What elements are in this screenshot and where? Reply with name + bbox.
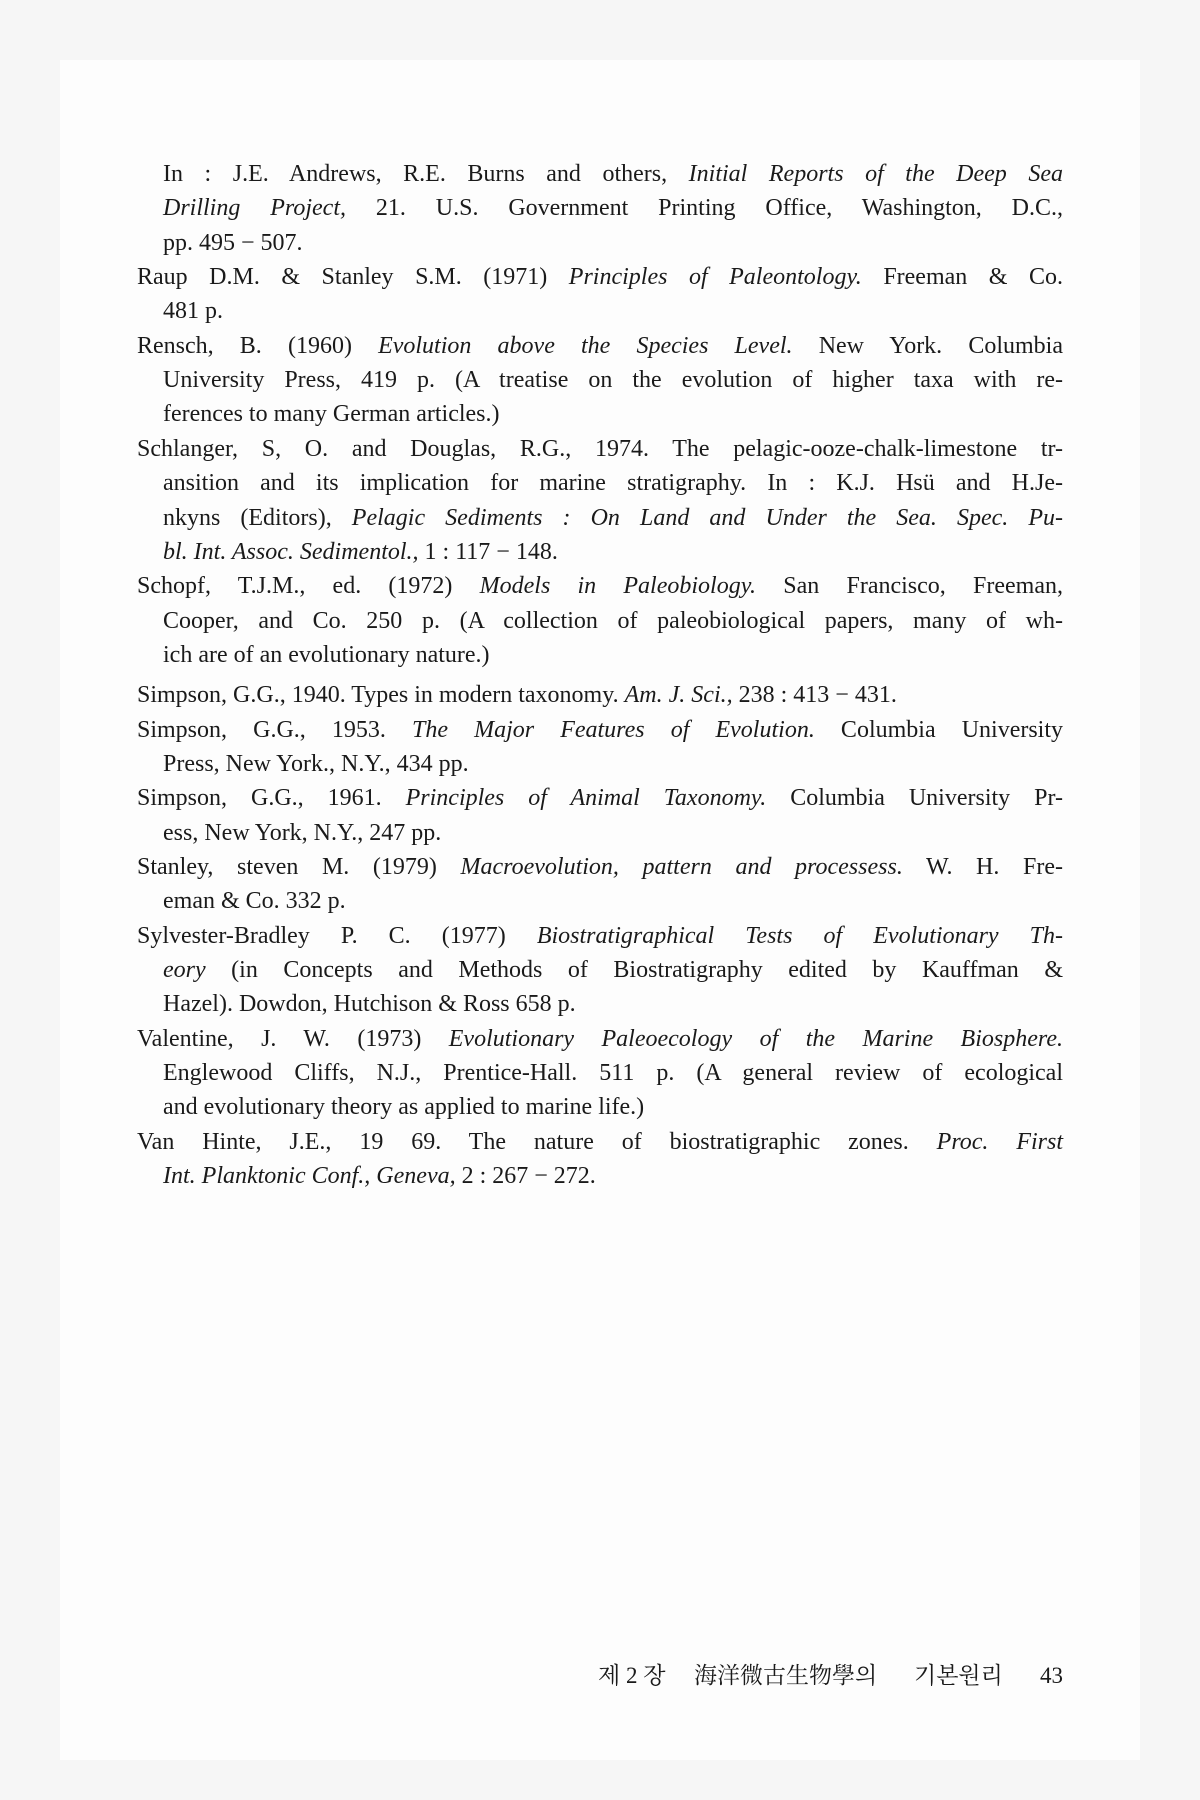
reference-text: nkyns (Editors), <box>163 504 352 531</box>
reference-text: Stanley, steven M. (1979) <box>137 854 461 880</box>
reference-text: Schopf, T.J.M., ed. (1972) <box>137 573 480 600</box>
italic-title-text: Macroevolution, pattern and processess. <box>460 854 903 880</box>
italic-title-text: Evolution above the Species Level. <box>378 332 793 359</box>
reference-text: ess, New York, N.Y., 247 pp. <box>163 819 442 846</box>
reference-text: Hazel). Dowdon, Hutchison & Ross 658 p. <box>163 991 576 1018</box>
italic-title-text: Biostratigraphical Tests of Evolutionary Th- <box>536 922 1063 949</box>
italic-title-text: Drilling Project, <box>163 195 346 222</box>
reference-text: In : J.E. Andrews, R.E. Burns and others, <box>163 161 689 187</box>
reference-text: 1 : 117 − 148. <box>418 538 558 565</box>
reference-text: University Press, 419 p. (A treatise on the evolution of higher taxa with re- <box>163 367 1063 394</box>
italic-title-text: Models in Paleobiology. <box>479 573 757 600</box>
reference-text: Van Hinte, J.E., 19 69. The nature of biostratigraphic zones. <box>137 1128 937 1155</box>
reference-entry-first-line <box>137 329 1063 363</box>
italic-title-text: Pelagic Sediments : On Land and Under the Sea. Spec. Pu- <box>351 504 1063 531</box>
reference-entry-line <box>163 466 1063 500</box>
reference-entry-line <box>163 953 1063 987</box>
reference-text: Valentine, J. W. (1973) <box>137 1025 449 1052</box>
italic-title-text: Proc. First <box>936 1128 1064 1155</box>
reference-text: Columbia University <box>814 716 1064 743</box>
italic-title-text: Initial Reports of the Deep Sea <box>688 161 1064 187</box>
reference-entry-first-line <box>137 569 1063 603</box>
reference-entry-line <box>163 1056 1063 1090</box>
reference-entry-line <box>163 987 1063 1021</box>
reference-text: (in Concepts and Methods of Biostratigraphy edited by Kauffman & <box>205 957 1063 984</box>
reference-entry-line <box>163 747 1063 781</box>
reference-text: New York. Columbia <box>792 332 1063 359</box>
reference-text: Simpson, G.G., 1953. <box>137 716 412 743</box>
italic-title-text: The Major Features of Evolution. <box>412 716 815 743</box>
reference-entry-first-line <box>137 678 1063 712</box>
reference-text: Simpson, G.G., 1940. Types in modern taxonomy. <box>137 682 625 709</box>
italic-title-text: Int. Planktonic Conf., Geneva, <box>163 1163 456 1190</box>
reference-text: eman & Co. 332 p. <box>163 888 346 915</box>
reference-text: 21. U.S. Government Printing Office, Washington, D.C., <box>345 195 1063 222</box>
reference-entry-line <box>163 501 1063 535</box>
reference-entry-line <box>163 1159 1063 1193</box>
reference-text: Cooper, and Co. 250 p. (A collection of paleobiological papers, many of wh- <box>163 607 1063 634</box>
reference-entry-line <box>163 397 1063 431</box>
reference-entry-first-line <box>137 432 1063 466</box>
italic-title-text: Evolutionary Paleoecology of the Marine Biosphere. <box>448 1025 1063 1052</box>
reference-text: Englewood Cliffs, N.J., Prentice-Hall. 511 p. (A general review of ecological <box>163 1060 1063 1087</box>
reference-text: and evolutionary theory as applied to marine life.) <box>163 1094 645 1121</box>
italic-title-text: Principles of Animal Taxonomy. <box>405 785 767 812</box>
chapter-title-hangul: 기본원리 <box>914 1663 1003 1688</box>
reference-entry-line <box>163 604 1063 638</box>
reference-entry-first-line <box>137 919 1063 953</box>
reference-text: pp. 495 − 507. <box>163 229 303 256</box>
reference-entry-line <box>163 816 1063 850</box>
reference-entry-line <box>163 191 1063 225</box>
reference-text: Simpson, G.G., 1961. <box>137 785 406 812</box>
page-number: 43 <box>1040 1663 1063 1688</box>
chapter-title-hanja: 海洋微古生物學의 <box>694 1663 878 1688</box>
chapter-label: 제 2 장 <box>598 1663 666 1688</box>
reference-text: Rensch, B. (1960) <box>137 332 379 359</box>
reference-entry-first-line <box>137 1125 1063 1159</box>
italic-title-text: Am. J. Sci., <box>624 682 733 709</box>
reference-text: ferences to many German articles.) <box>163 401 500 428</box>
reference-entry-line <box>163 884 1063 918</box>
reference-text: Press, New York., N.Y., 434 pp. <box>163 750 469 777</box>
reference-text: ich are of an evolutionary nature.) <box>163 641 490 668</box>
reference-text: San Francisco, Freeman, <box>756 573 1063 600</box>
reference-entry-first-line <box>137 260 1063 294</box>
reference-text: 238 : 413 − 431. <box>732 682 897 709</box>
reference-entry-line <box>163 638 1063 672</box>
reference-entry-first-line <box>137 850 1063 884</box>
reference-entry-line <box>163 363 1063 397</box>
reference-text: Schlanger, S, O. and Douglas, R.G., 1974. The pelagic-ooze-chalk-limestone tr- <box>137 435 1063 462</box>
italic-title-text: eory <box>163 957 206 984</box>
italic-title-text: bl. Int. Assoc. Sedimentol., <box>163 538 419 565</box>
reference-entry-first-line <box>137 781 1063 815</box>
reference-text: Columbia University Pr- <box>766 785 1064 812</box>
reference-entry-line <box>163 226 1063 260</box>
reference-entry-first-line <box>163 157 1063 191</box>
reference-text: Sylvester-Bradley P. C. (1977) <box>137 922 537 949</box>
reference-text: 481 p. <box>163 298 223 325</box>
reference-entry-line <box>163 1090 1063 1124</box>
reference-entry-line <box>163 535 1063 569</box>
reference-text: Freeman & Co. <box>861 264 1063 291</box>
reference-text: Raup D.M. & Stanley S.M. (1971) <box>137 264 569 291</box>
reference-entry-line <box>163 294 1063 328</box>
reference-entry-first-line <box>137 1022 1063 1056</box>
italic-title-text: Principles of Paleontology. <box>568 264 862 291</box>
reference-text: ansition and its implication for marine stratigraphy. In : K.J. Hsü and H.Je- <box>163 470 1063 497</box>
reference-entry-first-line <box>137 713 1063 747</box>
reference-text: 2 : 267 − 272. <box>455 1163 596 1190</box>
reference-text: W. H. Fre- <box>902 854 1063 880</box>
